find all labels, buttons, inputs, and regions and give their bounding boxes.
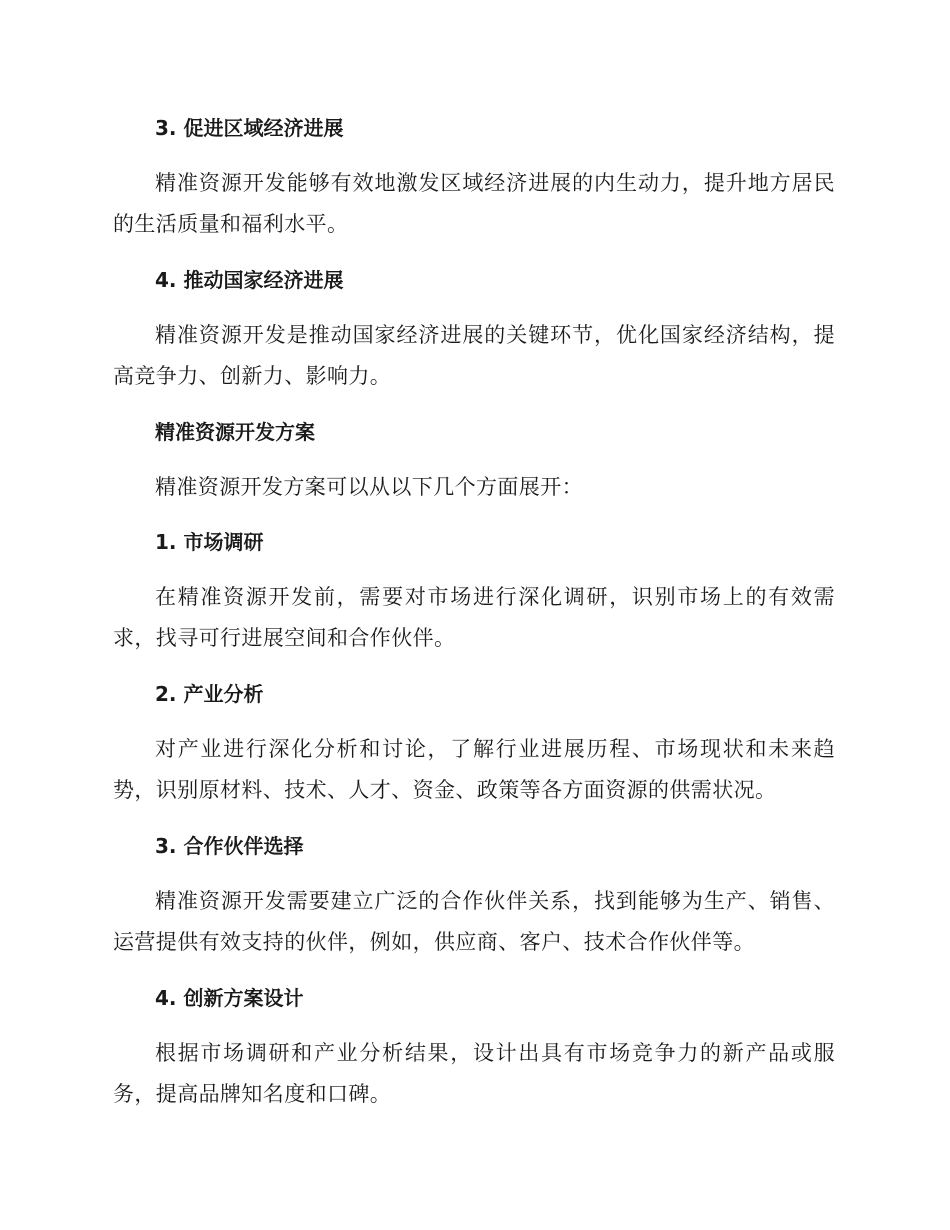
- paragraph-national-economy: 精准资源开发是推动国家经济进展的关键环节，优化国家经济结构，提高竞争力、创新力、影响力。: [113, 323, 835, 388]
- section-heading-partner-selection: 3. 合作伙伴选择: [155, 834, 304, 858]
- paragraph-partner-selection: 精准资源开发需要建立广泛的合作伙伴关系，找到能够为生产、销售、运营提供有效支持的伙伴，例如，供应商、客户、技术合作伙伴等。: [113, 889, 835, 954]
- paragraph-development-plan-intro: 精准资源开发方案可以从以下几个方面展开：: [155, 475, 583, 499]
- paragraph-market-research: 在精准资源开发前，需要对市场进行深化调研，识别市场上的有效需求，找寻可行进展空间和合作伙伴。: [113, 585, 835, 650]
- paragraph-innovation-design: 根据市场调研和产业分析结果，设计出具有市场竞争力的新产品或服务，提高品牌知名度和口碑。: [113, 1041, 835, 1106]
- section-heading-industry-analysis: 2. 产业分析: [155, 682, 264, 706]
- section-heading-innovation-design: 4. 创新方案设计: [155, 986, 304, 1010]
- section-heading-regional-economy: 3. 促进区域经济进展: [155, 116, 344, 140]
- paragraph-industry-analysis: 对产业进行深化分析和讨论，了解行业进展历程、市场现状和未来趋势，识别原材料、技术、人才、资金、政策等各方面资源的供需状况。: [113, 737, 835, 802]
- section-heading-national-economy: 4. 推动国家经济进展: [155, 268, 344, 292]
- section-heading-development-plan: 精准资源开发方案: [155, 420, 315, 444]
- section-heading-market-research: 1. 市场调研: [155, 530, 264, 554]
- paragraph-regional-economy: 精准资源开发能够有效地激发区域经济进展的内生动力，提升地方居民的生活质量和福利水平。: [113, 171, 835, 236]
